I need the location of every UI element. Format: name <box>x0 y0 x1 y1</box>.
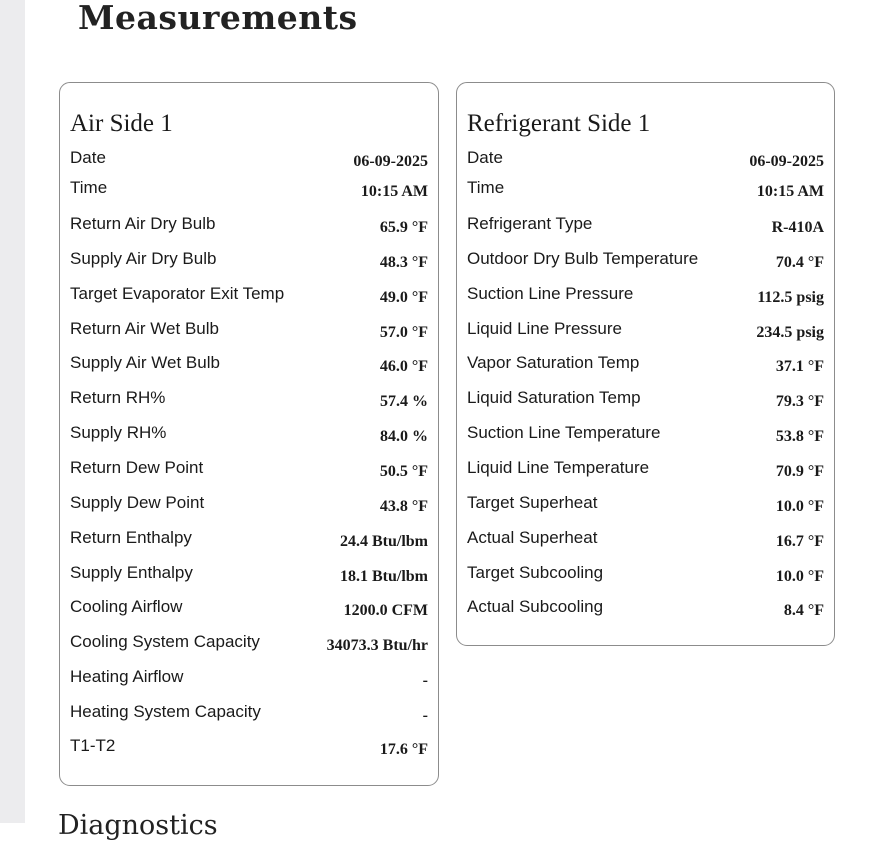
air-row-supply-air-dry-bulb <box>70 248 428 282</box>
air-row-value: 10:15 AM <box>360 183 428 200</box>
ref-row-label: Liquid Saturation Temp <box>467 388 641 407</box>
air-row-value: 18.1 Btu/lbm <box>339 568 428 585</box>
air-row-label: Return Air Dry Bulb <box>70 214 216 233</box>
air-row-cooling-system-capacity <box>70 631 428 665</box>
air-row-value: 46.0 °F <box>379 358 428 375</box>
air-row-label: Supply Air Dry Bulb <box>70 249 217 268</box>
air-row-label: Date <box>70 148 106 167</box>
air-row-label: T1-T2 <box>70 736 116 755</box>
air-row-value: 34073.3 Btu/hr <box>326 637 428 654</box>
ref-row-label: Target Subcooling <box>467 563 604 582</box>
air-side-card <box>59 82 439 786</box>
ref-row-value: 06-09-2025 <box>749 153 824 170</box>
air-row-label: Cooling Airflow <box>70 597 183 616</box>
air-row-value: 65.9 °F <box>379 219 428 236</box>
ref-row-actual-superheat <box>467 527 824 561</box>
ref-row-label: Liquid Line Temperature <box>467 458 650 477</box>
ref-row-label: Refrigerant Type <box>467 214 593 233</box>
ref-row-value: 70.9 °F <box>775 463 824 480</box>
air-row-return-air-dry-bulb <box>70 213 428 247</box>
ref-row-value: 70.4 °F <box>775 254 824 271</box>
air-row-label: Return RH% <box>70 388 166 407</box>
ref-row-label: Actual Superheat <box>467 528 598 547</box>
refrigerant-side-title: Refrigerant Side 1 <box>467 110 651 137</box>
ref-row-target-superheat <box>467 492 824 526</box>
air-row-label: Return Enthalpy <box>70 528 192 547</box>
ref-row-liquid-line-pressure <box>467 318 824 352</box>
air-row-value: 17.6 °F <box>379 741 428 758</box>
ref-row-value: R-410A <box>771 219 824 236</box>
ref-row-value: 8.4 °F <box>783 602 824 619</box>
air-row-value: - <box>422 707 428 724</box>
ref-row-value: 16.7 °F <box>775 533 824 550</box>
air-row-supply-enthalpy <box>70 562 428 596</box>
air-row-value: 57.0 °F <box>379 324 428 341</box>
air-row-label: Cooling System Capacity <box>70 632 260 651</box>
air-row-date <box>70 147 428 181</box>
air-row-return-air-wet-bulb <box>70 318 428 352</box>
air-row-label: Supply Dew Point <box>70 493 205 512</box>
air-row-label: Heating Airflow <box>70 667 184 686</box>
left-margin-strip <box>0 0 25 823</box>
next-section-heading <box>58 808 258 841</box>
air-row-return-enthalpy <box>70 527 428 561</box>
air-row-heating-airflow <box>70 666 428 700</box>
ref-row-actual-subcooling <box>467 596 824 630</box>
air-row-value: 24.4 Btu/lbm <box>339 533 428 550</box>
ref-row-value: 53.8 °F <box>775 428 824 445</box>
ref-row-time <box>467 177 824 211</box>
ref-row-value: 234.5 psig <box>756 324 824 341</box>
air-row-return-dew-point <box>70 457 428 491</box>
air-row-value: 48.3 °F <box>379 254 428 271</box>
air-row-target-evaporator-exit-temp <box>70 283 428 317</box>
ref-row-value: 79.3 °F <box>775 393 824 410</box>
ref-row-refrigerant-type <box>467 213 824 247</box>
ref-row-vapor-saturation-temp <box>467 352 824 386</box>
refrigerant-side-card <box>456 82 835 646</box>
ref-row-label: Suction Line Pressure <box>467 284 634 303</box>
ref-row-label: Outdoor Dry Bulb Temperature <box>467 249 699 268</box>
ref-row-value: 10.0 °F <box>775 568 824 585</box>
air-row-label: Return Air Wet Bulb <box>70 319 219 338</box>
air-row-label: Heating System Capacity <box>70 702 261 721</box>
ref-row-label: Date <box>467 148 503 167</box>
air-row-value: - <box>422 672 428 689</box>
air-row-label: Return Dew Point <box>70 458 204 477</box>
ref-row-value: 112.5 psig <box>757 289 824 306</box>
air-row-label: Supply Air Wet Bulb <box>70 353 220 372</box>
ref-row-suction-line-pressure <box>467 283 824 317</box>
ref-row-label: Target Superheat <box>467 493 598 512</box>
ref-row-target-subcooling <box>467 562 824 596</box>
air-row-value: 1200.0 CFM <box>343 602 428 619</box>
ref-row-label: Liquid Line Pressure <box>467 319 622 338</box>
air-row-label: Time <box>70 178 108 197</box>
air-row-label: Target Evaporator Exit Temp <box>70 284 285 303</box>
ref-row-value: 37.1 °F <box>775 358 824 375</box>
air-row-label: Supply Enthalpy <box>70 563 193 582</box>
ref-row-liquid-saturation-temp <box>467 387 824 421</box>
air-row-heating-system-capacity <box>70 701 428 735</box>
air-row-value: 06-09-2025 <box>353 153 428 170</box>
air-row-return-rh <box>70 387 428 421</box>
ref-row-value: 10:15 AM <box>756 183 824 200</box>
ref-row-label: Time <box>467 178 505 197</box>
next-section-heading-text: Diagnostics <box>58 810 218 841</box>
air-row-cooling-airflow <box>70 596 428 630</box>
air-row-value: 49.0 °F <box>379 289 428 306</box>
air-row-supply-rh <box>70 422 428 456</box>
ref-row-label: Vapor Saturation Temp <box>467 353 640 372</box>
ref-row-value: 10.0 °F <box>775 498 824 515</box>
ref-row-label: Actual Subcooling <box>467 597 604 616</box>
air-row-t1-t2 <box>70 735 428 769</box>
page-title: Measurements <box>78 0 358 37</box>
ref-row-suction-line-temperature <box>467 422 824 456</box>
air-row-value: 84.0 % <box>380 428 428 445</box>
air-row-label: Supply RH% <box>70 423 167 442</box>
ref-row-outdoor-dry-bulb-temperature <box>467 248 824 282</box>
air-row-value: 50.5 °F <box>379 463 428 480</box>
air-row-value: 43.8 °F <box>379 498 428 515</box>
air-row-supply-dew-point <box>70 492 428 526</box>
ref-row-label: Suction Line Temperature <box>467 423 661 442</box>
ref-row-liquid-line-temperature <box>467 457 824 491</box>
air-row-value: 57.4 % <box>380 393 428 410</box>
air-row-time <box>70 177 428 211</box>
air-side-title: Air Side 1 <box>70 110 173 137</box>
ref-row-date <box>467 147 824 181</box>
air-row-supply-air-wet-bulb <box>70 352 428 386</box>
